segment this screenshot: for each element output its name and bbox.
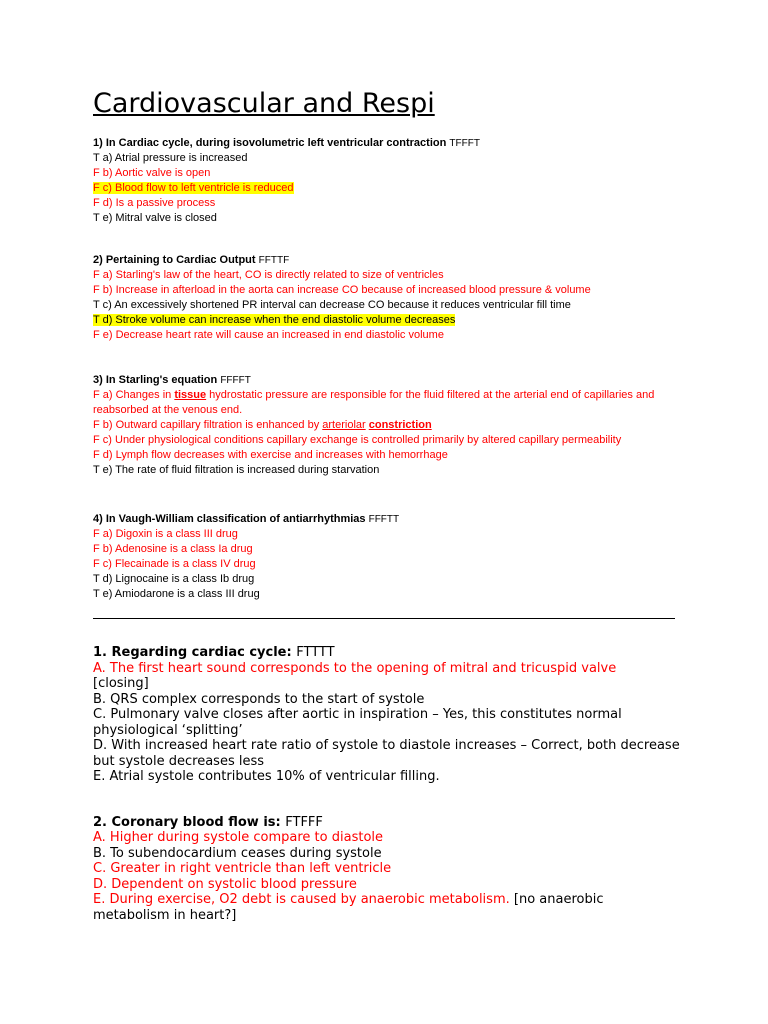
question-heading	[93, 645, 683, 661]
answer-item-highlighted: T d) Stroke volume can increase when the end diastolic volume decreases	[93, 314, 456, 326]
answer-key: FTTTT	[296, 645, 335, 660]
emphasis-text: tissue	[174, 389, 207, 401]
question-block-big-1	[93, 645, 683, 785]
question-block-4	[93, 512, 683, 602]
answer-item: T e) The rate of fluid filtration is increased during starvation	[93, 464, 380, 476]
answer-item	[93, 661, 683, 692]
section-divider	[93, 618, 675, 619]
answer-item: T a) Atrial pressure is increased	[93, 152, 248, 164]
question-text: 3) In Starling's equation	[93, 374, 218, 386]
answer-item: F c) Under physiological conditions capillary exchange is controlled primarily by altered capillary permeability	[93, 434, 622, 446]
answer-item-highlighted: F c) Blood flow to left ventricle is reduced	[93, 182, 294, 194]
answer-item: F b) Increase in afterload in the aorta can increase CO because of increased blood pressure & volume	[93, 284, 591, 296]
answer-key: FFFFT	[220, 375, 251, 386]
answer-item: E. Atrial systole contributes 10% of ventricular filling.	[93, 769, 440, 784]
question-text: 2) Pertaining to Cardiac Output	[93, 254, 256, 266]
answer-text: F b) Outward capillary filtration is enhanced by	[93, 419, 323, 431]
answer-note: [no anaerobic metabolism in heart?]	[93, 892, 604, 923]
question-heading	[93, 512, 683, 527]
answer-item: F d) Lymph flow decreases with exercise and increases with hemorrhage	[93, 449, 448, 461]
answer-text: F a) Changes in	[93, 389, 175, 401]
answer-text: A. The first heart sound corresponds to the opening of mitral and tricuspid valve	[93, 660, 617, 676]
question-heading	[93, 815, 683, 831]
answer-item: B. To subendocardium ceases during systole	[93, 845, 382, 861]
question-heading	[93, 253, 683, 268]
question-text: 4) In Vaugh-William classification of antiarrhythmias	[93, 513, 366, 525]
question-block-2	[93, 253, 683, 343]
question-text: 1. Regarding cardiac cycle:	[93, 645, 292, 660]
answer-text: hydrostatic pressure are responsible for the fluid filtered at the arterial end of capillaries and reabsorbed at the venous end.	[93, 389, 655, 416]
document-page	[93, 86, 683, 953]
answer-item: F b) Aortic valve is open	[93, 167, 211, 179]
answer-item: T e) Amiodarone is a class III drug	[93, 588, 260, 600]
answer-item: T d) Lignocaine is a class Ib drug	[93, 573, 255, 585]
question-text: 1) In Cardiac cycle, during isovolumetric left ventricular contraction	[93, 137, 447, 149]
question-heading	[93, 136, 683, 151]
answer-item	[93, 892, 683, 923]
question-block-1	[93, 136, 683, 226]
question-heading	[93, 373, 683, 388]
answer-item: B. QRS complex corresponds to the start of systole	[93, 691, 425, 707]
answer-item: C. Greater in right ventricle than left ventricle	[93, 861, 392, 876]
emphasis-text: constriction	[368, 419, 432, 431]
answer-text: E. During exercise, O2 debt is caused by anaerobic metabolism.	[93, 892, 510, 907]
underlined-text: arteriolar	[322, 419, 366, 431]
answer-key: FFFTT	[368, 514, 400, 525]
answer-item: D. With increased heart rate ratio of systole to diastole increases – Correct, both decrease but systole decreases less	[93, 738, 680, 769]
document-title: Cardiovascular and Respi	[93, 88, 435, 119]
answer-item: D. Dependent on systolic blood pressure	[93, 876, 357, 892]
answer-item: T e) Mitral valve is closed	[93, 212, 217, 224]
answer-item: F d) Is a passive process	[93, 197, 216, 209]
answer-item	[93, 418, 683, 433]
answer-item: F e) Decrease heart rate will cause an increased in end diastolic volume	[93, 329, 444, 341]
answer-item: F b) Adenosine is a class Ia drug	[93, 543, 253, 555]
answer-note: [closing]	[93, 676, 149, 691]
answer-item: A. Higher during systole compare to diastole	[93, 830, 384, 845]
question-block-3	[93, 373, 683, 478]
answer-item: F c) Flecainade is a class IV drug	[93, 558, 256, 570]
answer-key: FFTTF	[258, 255, 290, 266]
question-block-big-2	[93, 815, 683, 924]
answer-item: F a) Starling's law of the heart, CO is directly related to size of ventricles	[93, 269, 444, 281]
question-text: 2. Coronary blood flow is:	[93, 814, 281, 830]
answer-key: TFFFT	[449, 138, 480, 149]
answer-item: T c) An excessively shortened PR interval can decrease CO because it reduces ventricular fill time	[93, 299, 571, 311]
answer-item	[93, 388, 683, 418]
answer-item: C. Pulmonary valve closes after aortic in inspiration – Yes, this constitutes normal physiological ‘splitting’	[93, 707, 622, 738]
answer-key: FTFFF	[285, 814, 323, 830]
answer-item: F a) Digoxin is a class III drug	[93, 528, 238, 540]
